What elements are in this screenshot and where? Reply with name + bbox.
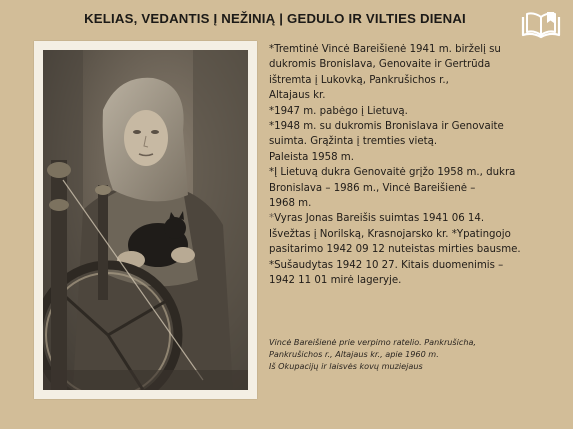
text-line: *1947 m. pabėgo į Lietuvą. <box>269 105 408 117</box>
text-line: Paleista 1958 m. <box>269 151 354 163</box>
text-line: ištremta į Lukovką, Pankrušichos r., <box>269 74 449 86</box>
book-icon <box>520 9 562 41</box>
caption-line: Pankrušichos r., Altajaus kr., apie 1960 m. <box>269 349 439 359</box>
text-line: pasitarimo 1942 09 12 nuteistas mirties bausme. <box>269 244 521 256</box>
biography-text <box>269 42 554 289</box>
text-line: 1942 11 01 mirė lageryje. <box>269 275 402 287</box>
archival-photo <box>43 50 248 390</box>
text-line: *Tremtinė Vincė Bareišienė 1941 m. birželį su <box>269 44 501 55</box>
text-line: dukromis Bronislava, Genovaite ir Gertrūda <box>269 59 491 71</box>
caption-line: Vincė Bareišienė prie verpimo ratelio. Pankrušicha, <box>269 337 476 347</box>
text-line: Išvežtas į Norilską, Krasnojarsko kr. *Ypatingojo <box>269 228 511 240</box>
photo-frame <box>34 41 257 399</box>
text-line: 1968 m. <box>269 198 312 210</box>
text-line: *Į Lietuvą dukra Genovaitė grįžo 1958 m., dukra <box>269 167 516 179</box>
text-line: *Sušaudytas 1942 10 27. Kitais duomenimis – <box>269 259 504 271</box>
text-line: *1948 m. su dukromis Bronislava ir Genovaite <box>269 121 504 133</box>
photo-caption <box>269 336 554 372</box>
caption-line: Iš Okupacijų ir laisvės kovų muziejaus <box>269 361 423 371</box>
page-title: KELIAS, VEDANTIS Į NEŽINIĄ | GEDULO IR VILTIES DIENAI <box>84 11 466 26</box>
text-line: Bronislava – 1986 m., Vincė Bareišienė – <box>269 182 476 194</box>
text-line: *Vyras Jonas Bareišis suimtas 1941 06 14. <box>269 213 485 225</box>
text-line: Altajaus kr. <box>269 90 326 102</box>
text-line: suimta. Grąžinta į tremties vietą. <box>269 136 438 148</box>
